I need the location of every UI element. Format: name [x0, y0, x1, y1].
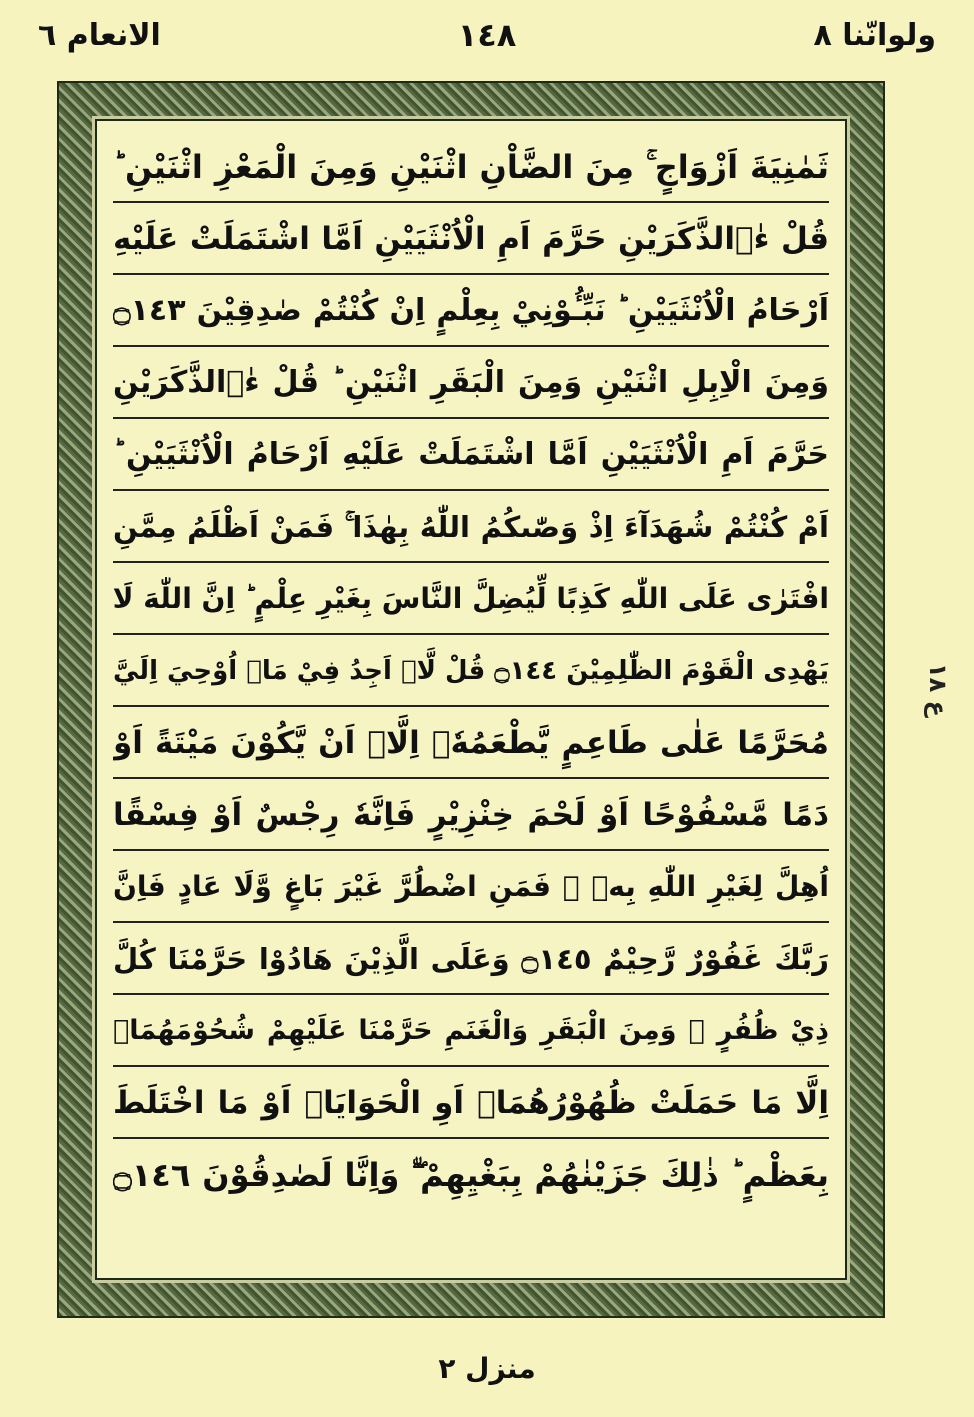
verse-line-4: وَمِنَ الْاِبِلِ اثْنَيْنِ وَمِنَ الْبَقَرِ اثْنَيْنِ ؕ قُلْ ءٰۤالذَّكَرَيْنِ [113, 347, 829, 419]
verse-line-6: اَمْ كُنْتُمْ شُهَدَآءَ اِذْ وَصّٰىكُمُ اللّٰهُ بِهٰذَا ۚ فَمَنْ اَظْلَمُ مِمَّنِ [113, 491, 829, 563]
text-panel [95, 119, 847, 1280]
verse-line-7: افْتَرٰى عَلَى اللّٰهِ كَذِبًا لِّيُضِلَّ النَّاسَ بِغَيْرِ عِلْمٍ ؕ اِنَّ اللّٰهَ لَا [113, 563, 829, 635]
verse-line-5: حَرَّمَ اَمِ الْاُنْثَيَيْنِ اَمَّا اشْتَمَلَتْ عَلَيْهِ اَرْحَامُ الْاُنْثَيَيْنِ ؕ [113, 419, 829, 491]
ornamental-border [57, 81, 885, 1318]
verse-line-9: مُحَرَّمًا عَلٰى طَاعِمٍ يَّطْعَمُهٗۤ اِلَّاۤ اَنْ يَّكُوْنَ مَيْتَةً اَوْ [113, 707, 829, 779]
verse-line-12: رَبَّكَ غَفُوْرٌ رَّحِيْمٌ ۝١٤٥ وَعَلَى الَّذِيْنَ هَادُوْا حَرَّمْنَا كُلَّ [113, 923, 829, 995]
header-juz: ولوانّنا ٨ [813, 18, 936, 53]
page-number: ١٤٨ [457, 16, 517, 54]
header-surah: الانعام ٦ [38, 18, 161, 53]
ruku-marker: ع ۱۸ [924, 662, 952, 718]
verse-line-3: اَرْحَامُ الْاُنْثَيَيْنِ ؕ نَبِّـُٔوْنِيْ بِعِلْمٍ اِنْ كُنْتُمْ صٰدِقِيْنَ ۝١٤٣ [113, 275, 829, 347]
verse-line-10: دَمًا مَّسْفُوْحًا اَوْ لَحْمَ خِنْزِيْرٍ فَاِنَّهٗ رِجْسٌ اَوْ فِسْقًا [113, 779, 829, 851]
verse-line-14: اِلَّا مَا حَمَلَتْ ظُهُوْرُهُمَاۤ اَوِ الْحَوَايَاۤ اَوْ مَا اخْتَلَطَ [113, 1067, 829, 1139]
verse-line-8: يَهْدِى الْقَوْمَ الظّٰلِمِيْنَ ۝١٤٤ قُلْ لَّاۤ اَجِدُ فِيْ مَاۤ اُوْحِيَ اِلَيَّ [113, 635, 829, 707]
verse-line-13: ذِيْ ظُفُرٍ ۚ وَمِنَ الْبَقَرِ وَالْغَنَمِ حَرَّمْنَا عَلَيْهِمْ شُحُوْمَهُمَاۤ [113, 995, 829, 1067]
verse-lines [97, 121, 845, 1278]
verse-line-2: قُلْ ءٰۤالذَّكَرَيْنِ حَرَّمَ اَمِ الْاُنْثَيَيْنِ اَمَّا اشْتَمَلَتْ عَلَيْهِ [113, 203, 829, 275]
verse-line-11: اُهِلَّ لِغَيْرِ اللّٰهِ بِهٖ ۚ فَمَنِ اضْطُرَّ غَيْرَ بَاغٍ وَّلَا عَادٍ فَاِنَّ [113, 851, 829, 923]
verse-line-1: ثَمٰنِيَةَ اَزْوَاجٍ ۚ مِنَ الضَّاْنِ اثْنَيْنِ وَمِنَ الْمَعْزِ اثْنَيْنِ ؕ [113, 131, 829, 203]
manzil-footer: منزل ٢ [438, 1352, 536, 1385]
verse-line-15: بِعَظْمٍ ؕ ذٰلِكَ جَزَيْنٰهُمْ بِبَغْيِهِمْ ۖ٘ وَاِنَّا لَصٰدِقُوْنَ ۝١٤٦ [113, 1156, 829, 1194]
